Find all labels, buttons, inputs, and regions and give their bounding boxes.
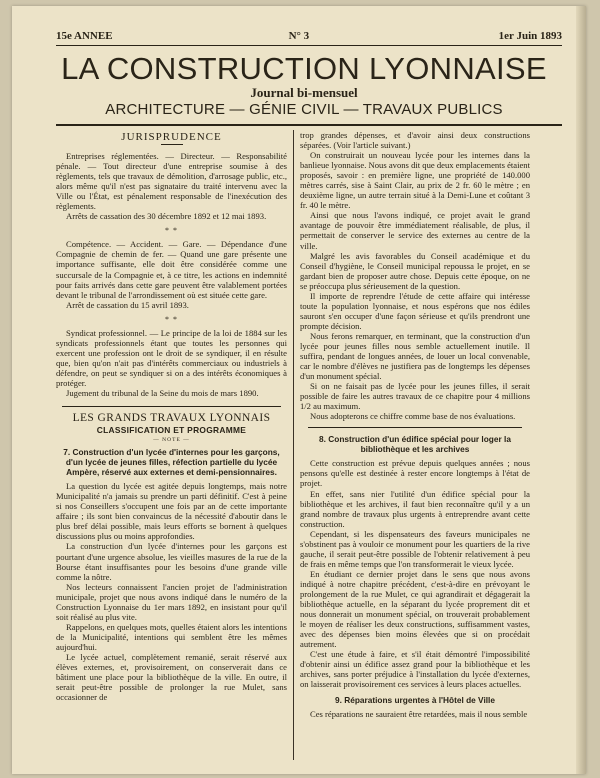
section-stars: * * [165, 314, 178, 324]
right-paragraph-1: trop grandes dépenses, et d'avoir ainsi deux constructions séparées. (Voir l'article suivant.) [300, 130, 530, 151]
biblio-paragraph-1: Cette construction est prévue depuis quelques années ; nous pensons qu'elle est destinée à rester encore longtemps à l'état de projet. [300, 458, 530, 489]
heading-dash [161, 144, 183, 145]
section-stars: * * [165, 226, 178, 236]
juris-paragraph-2: Compétence. — Accident. — Gare. — Dépendance d'une Compagnie de chemin de fer. — Quand une gare présente une importance suffisante, elle doit être considérée comme une succursale de la Compagnie et, à ce titre, les actions en indemnité pour faits arrivés dans cette gare peuvent être valablement portées devant le tribunal de l'arrondissement où est située cette gare. [56, 239, 287, 300]
section-separator [62, 406, 281, 407]
biblio-paragraph-5: C'est une étude à faire, et s'il était démontré l'impossibilité d'obtenir ainsi un édifice assez grand pour la bibliothèque et les archives, sans porter préjudice à l'installation du lycée d'externes, on laisserait provisoirement ces services à leurs places actuelles. [300, 649, 530, 690]
masthead-rule [56, 124, 562, 126]
issue-number: N° 3 [288, 30, 310, 42]
hotel-de-ville-paragraph-1: Ces réparations ne sauraient être retardées, mais il nous semble [310, 709, 528, 720]
note-label: — NOTE — [153, 437, 190, 444]
biblio-paragraph-3: Cependant, si les dispensateurs des faveurs municipales ne s'obstinent pas à vouloir ce monument pour les quartiers de la rive gauche, il serait peut-être possible de l'obtenir relativement à peu de frais en même temps que l'on transformerait le vieux lycée. [300, 528, 530, 569]
juris-paragraph-1: Entreprises réglementées. — Directeur. — Responsabilité pénale. — Tout directeur d'une entreprise soumise à des règlements, tels que travaux de démolition, d'arrosage public, etc., alors même qu'il n'est pas signataire du traité intervenu avec la Ville ou l'État, est pénalement responsable de l'inexécution des règlements. [56, 151, 287, 212]
right-paragraph-2: On construirait un nouveau lycée pour les internes dans la banlieue lyonnaise. Nous avons dit que deux emplacements étaient proposés, savoir : en première ligne, une propriété de 140.000 mètres carrés, sise à Saint Clair, au prix de 2 fr. 60 le mètre ; en deuxième ligne, un autre terrain situé à la Demi-Lune et coûtant 3 fr. 40 le mètre. [300, 150, 530, 211]
left-column [56, 130, 287, 766]
journal-subtitle: Journal bi-mensuel [250, 85, 358, 100]
juris-ruling-2: Arrêt de cassation du 15 avril 1893. [66, 299, 189, 310]
grands-travaux-subheading: CLASSIFICATION ET PROGRAMME [96, 425, 247, 436]
jurisprudence-heading: JURISPRUDENCE [121, 131, 222, 143]
biblio-paragraph-2: En effet, sans nier l'utilité d'un édifice spécial pour la bibliothèque et les archives, il faut bien reconnaître qu'il y a un grand nombre de travaux plus urgents à entreprendre avant cette construction. [300, 488, 530, 529]
journal-tagline: ARCHITECTURE — GÉNIE CIVIL — TRAVAUX PUBLICS [105, 101, 503, 118]
page-binding-edge [576, 6, 586, 774]
issue-date: 1er Juin 1893 [498, 30, 562, 42]
section-separator [308, 427, 522, 428]
right-paragraph-5: Il importe de reprendre l'étude de cette affaire qui intéresse toute la population lyonnaise, et nous espérons que nos édiles sauront s'en occuper d'une façon sérieuse et qu'ils prendront une prompte décision. [300, 290, 530, 331]
biblio-paragraph-4: En étudiant ce dernier projet dans le sens que nous avons indiqué à notre chapitre précédent, c'est-à-dire en prévoyant le prolongement de la rue Mulet, ce qui agrandirait et dégagerait la bibliothèque actuelle, en la séparant du lycée proprement dit et nous donnerait un monument spécial, on trouverait probablement le moyen de réaliser les deux constructions, suffisamment vastes, avec des dépenses bien moins élevées que si on procédait autrement. [300, 568, 530, 650]
juris-ruling-3: Jugement du tribunal de la Seine du mois de mars 1890. [66, 387, 259, 398]
juris-ruling-1: Arrêts de cassation des 30 décembre 1892 et 12 mai 1893. [66, 211, 267, 222]
journal-title: LA CONSTRUCTION LYONNAISE [61, 51, 547, 86]
issue-year: 15e ANNEE [56, 30, 113, 42]
right-paragraph-7: Si on ne faisait pas de lycée pour les jeunes filles, il serait possible de faire les autres travaux de ce chapitre pour 4 millions 1/2 au maximum. [300, 381, 530, 412]
lycee-paragraph-3: Nos lecteurs connaissent l'ancien projet de l'administration municipale, projet que nous avons indiqué dans le numéro de la Construction Lyonnaise du 1er mars 1892, en insistant pour qu'il soit réalisé au plus vite. [56, 581, 287, 622]
lycee-paragraph-4: Rappelons, en quelques mots, quelles étaient alors les intentions de la Municipalité, intentions qui semblent être les mêmes aujourd'hui. [56, 621, 287, 652]
item-8-heading: 8. Construction d'un édifice spécial pour loger la bibliothèque et les archives [319, 434, 511, 455]
issue-info-row [56, 30, 562, 44]
juris-paragraph-3: Syndicat professionnel. — Le principe de la loi de 1884 sur les syndicats professionnels étant que toutes les personnes qui exercent une profession ont le droit de se syndiquer, il en résulte que, bien qu'on n'ait pas d'intérêts commerciaux ou industriels à défendre, on peut se syndiquer si on a des intérêts économiques à protéger. [56, 327, 287, 388]
lycee-paragraph-5: Le lycée actuel, complètement remanié, serait réservé aux élèves externes, et, provisoirement, on conserverait dans ce bâtiment une place pour la bibliothèque de la ville. En outre, il serait peut-être possible de prolonger la rue Mulet, sans occasionner de [56, 651, 287, 703]
right-paragraph-3: Ainsi que nous l'avons indiqué, ce projet avait le grand avantage de pouvoir être immédiatement réalisable, de plus, il permettait de conserver le service des externes au centre de la ville. [300, 210, 530, 251]
masthead [36, 52, 572, 119]
right-column [300, 130, 530, 766]
header-rule [56, 45, 562, 46]
grands-travaux-heading: LES GRANDS TRAVAUX LYONNAIS [72, 412, 271, 425]
right-paragraph-8: Nous adopterons ce chiffre comme base de nos évaluations. [310, 411, 516, 422]
column-divider [293, 130, 294, 760]
right-paragraph-4: Malgré les avis favorables du Conseil académique et du Conseil d'hygiène, le Conseil municipal repoussa le projet, en se gardant bien de proposer autre chose. Depuis cette époque, on ne se préoccupa plus sérieusement de la question. [300, 250, 530, 291]
lycee-paragraph-1: La question du lycée est agitée depuis longtemps, mais notre Municipalité n'a jamais su prendre un parti définitif. C'est à peine si nos Conseillers s'occupent une fois par an de cette importante affaire ; ils sont bien convaincus de la nécessité d'aboutir dans le plus bref délai possible, mais leurs efforts se bornent à quelques discussions plus ou moins approfondies. [56, 481, 287, 542]
item-7-heading: 7. Construction d'un lycée d'internes pour les garçons, d'un lycée de jeunes filles, réfection partielle du lycée Ampère, réservé aux externes et demi-pensionnaires. [63, 447, 280, 478]
right-paragraph-6: Nous ferons remarquer, en terminant, que la construction d'un lycée pour jeunes filles nous semble actuellement inutile. Il suffira, pendant de longues années, de louer un local convenable, car le nombre d'élèves ne justifiera pas de longtemps les dépenses d'un monument spécial. [300, 330, 530, 382]
item-9-heading: 9. Réparations urgentes à l'Hôtel de Ville [335, 695, 495, 706]
lycee-paragraph-2: La construction d'un lycée d'internes pour les garçons est pourtant d'une urgence absolue, les vieilles masures de la rue de la Bourse étant insuffisantes pour les besoins d'une grande ville comme la nôtre. [56, 541, 287, 582]
newspaper-page [12, 6, 586, 774]
